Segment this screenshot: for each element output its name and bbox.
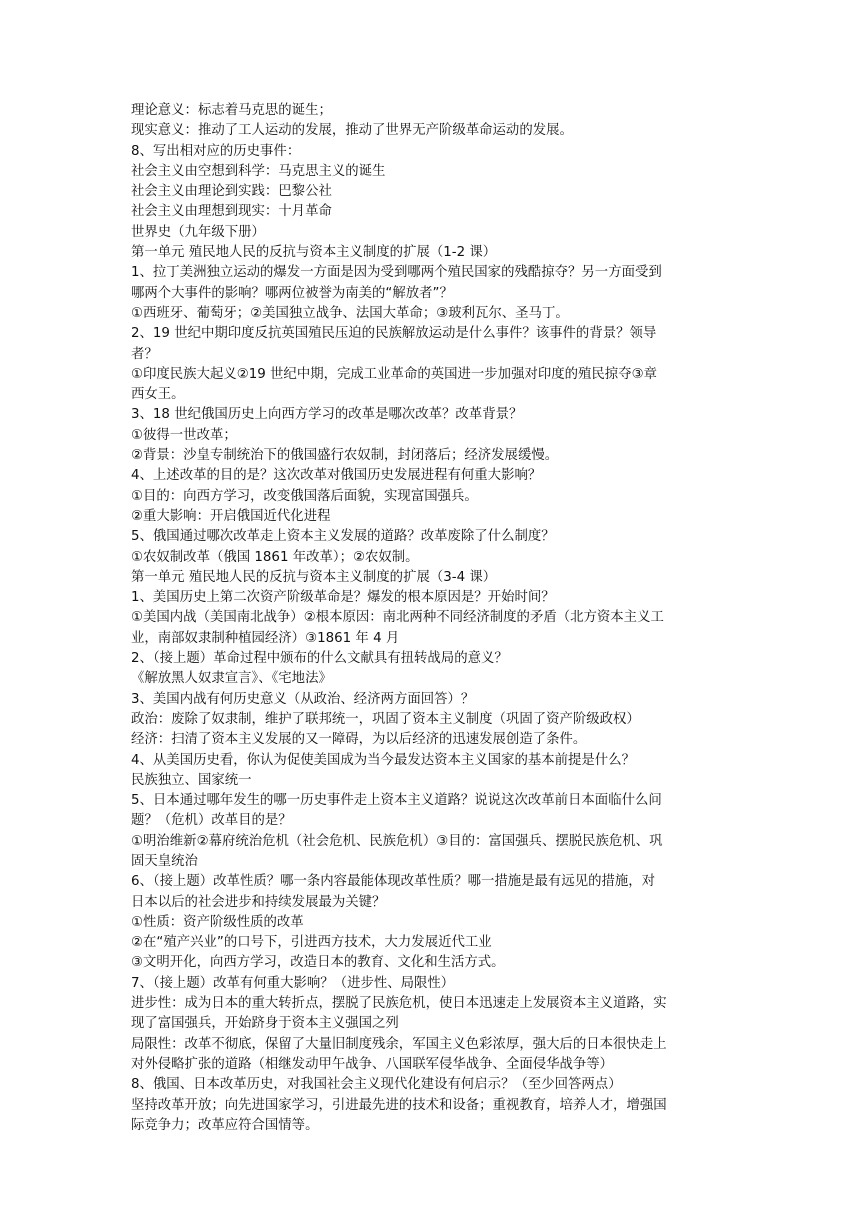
text-line: 2、19 世纪中期印度反抗英国殖民压迫的民族解放运动是什么事件？该事件的背景？领导 xyxy=(131,326,657,342)
text-line: 哪两个大事件的影响？哪两位被誉为南美的“解放者”？ xyxy=(131,285,453,301)
text-line: 2、（接上题）革命过程中颁布的什么文献具有扭转战局的意义？ xyxy=(131,651,508,667)
text-line: 8、写出相对应的历史事件： xyxy=(131,143,301,159)
text-line: 业，南部奴隶制种植园经济）③1861 年 4 月 xyxy=(131,630,400,646)
text-line: 《解放黑人奴隶宣言》、《宅地法》 xyxy=(131,671,332,687)
text-line: 1、拉丁美洲独立运动的爆发一方面是因为受到哪两个殖民国家的残酷掠夺？另一方面受到 xyxy=(131,265,662,281)
unit-heading: 第一单元 殖民地人民的反抗与资本主义制度的扩展（3-4 课） xyxy=(131,569,497,585)
text-line: 经济：扫清了资本主义发展的又一障碍，为以后经济的迅速发展创造了条件。 xyxy=(131,732,587,748)
text-line: 理论意义：标志着马克思的诞生； xyxy=(131,103,332,118)
text-line: 进步性：成为日本的重大转折点，摆脱了民族危机，使日本迅速走上发展资本主义道路，实 xyxy=(131,996,667,1012)
text-line: 6、（接上题）改革性质？哪一条内容最能体现改革性质？哪一措施是最有远见的措施，对 xyxy=(131,874,656,890)
text-line: 社会主义由空想到科学：马克思主义的诞生 xyxy=(131,163,386,179)
text-line: 现了富国强兵，开始跻身于资本主义强国之列 xyxy=(131,1016,399,1032)
text-line: ①印度民族大起义②19 世纪中期，完成工业革命的英国进一步加强对印度的殖民掠夺③章 xyxy=(131,366,657,382)
text-line: 1、美国历史上第二次资产阶级革命是？爆发的根本原因是？开始时间？ xyxy=(131,590,555,606)
text-line: ①性质：资产阶级性质的改革 xyxy=(131,914,304,930)
text-line: 社会主义由理论到实践：巴黎公社 xyxy=(131,184,332,200)
text-line: 现实意义：推动了工人运动的发展，推动了世界无产阶级革命运动的发展。 xyxy=(131,123,573,139)
text-line: ①目的：向西方学习，改变俄国落后面貌，实现富国强兵。 xyxy=(131,488,478,504)
text-line: 5、日本通过哪年发生的哪一历史事件走上资本主义道路？说说这次改革前日本面临什么问 xyxy=(131,793,662,809)
text-line: 者？ xyxy=(131,346,158,362)
text-line: 际竞争力；改革应符合国情等。 xyxy=(131,1117,319,1133)
text-line: 坚持改革开放；向先进国家学习，引进最先进的技术和设备；重视教育，培养人才，增强国 xyxy=(131,1097,667,1113)
text-line: 社会主义由理想到现实：十月革命 xyxy=(131,204,332,220)
text-line: 3、18 世纪俄国历史上向西方学习的改革是哪次改革？改革背景？ xyxy=(131,407,523,423)
section-heading: 世界史（九年级下册） xyxy=(131,224,265,240)
text-line: 局限性：改革不彻底，保留了大量旧制度残余，军国主义色彩浓厚，强大后的日本很快走上 xyxy=(131,1036,667,1052)
text-line: ①农奴制改革（俄国 1861 年改革）；②农奴制。 xyxy=(131,549,419,565)
text-line: ①美国内战（美国南北战争）②根本原因：南北两种不同经济制度的矛盾（北方资本主义工 xyxy=(131,610,664,626)
text-line: 政治：废除了奴隶制，维护了联邦统一，巩固了资本主义制度（巩固了资产阶级政权） xyxy=(131,711,640,727)
text-line: ②背景：沙皇专制统治下的俄国盛行农奴制，封闭落后；经济发展缓慢。 xyxy=(131,448,559,464)
text-line: 5、俄国通过哪次改革走上资本主义发展的道路？改革废除了什么制度？ xyxy=(131,529,555,545)
text-line: ③文明开化，向西方学习，改造日本的教育、文化和生活方式。 xyxy=(131,955,505,971)
text-line: ②重大影响：开启俄国近代化进程 xyxy=(131,508,331,524)
text-line: 对外侵略扩张的道路（相继发动甲午战争、八国联军侵华战争、全面侵华战争等） xyxy=(131,1056,614,1072)
text-line: 7、（接上题）改革有何重大影响？（进步性、局限性） xyxy=(131,975,455,991)
text-line: ①明治维新②幕府统治危机（社会危机、民族危机）③目的：富国强兵、摆脱民族危机、巩 xyxy=(131,833,663,849)
text-line: 4、上述改革的目的是？这次改革对俄国历史发展进程有何重大影响？ xyxy=(131,468,542,484)
document-page xyxy=(131,101,736,1136)
text-line: ①彼得一世改革； xyxy=(131,427,237,443)
text-line: ②在“殖产兴业”的口号下，引进西方技术，大力发展近代工业 xyxy=(131,935,492,951)
text-line: ①西班牙、葡萄牙；②美国独立战争、法国大革命；③玻利瓦尔、圣马丁。 xyxy=(131,305,569,321)
unit-heading: 第一单元 殖民地人民的反抗与资本主义制度的扩展（1-2 课） xyxy=(131,245,497,261)
text-line: 日本以后的社会进步和持续发展最为关键？ xyxy=(131,894,386,910)
text-line: 题？（危机）改革目的是？ xyxy=(131,813,292,829)
text-line: 西女王。 xyxy=(131,387,185,403)
text-line: 8、俄国、日本改革历史，对我国社会主义现代化建设有何启示？（至少回答两点） xyxy=(131,1077,622,1093)
text-line: 4、从美国历史看，你认为促使美国成为当今最发达资本主义国家的基本前提是什么？ xyxy=(131,752,635,768)
text-line: 固天皇统治 xyxy=(131,853,198,869)
text-line: 3、美国内战有何历史意义（从政治、经济两方面回答）？ xyxy=(131,691,475,707)
text-line: 民族独立、国家统一 xyxy=(131,772,252,788)
